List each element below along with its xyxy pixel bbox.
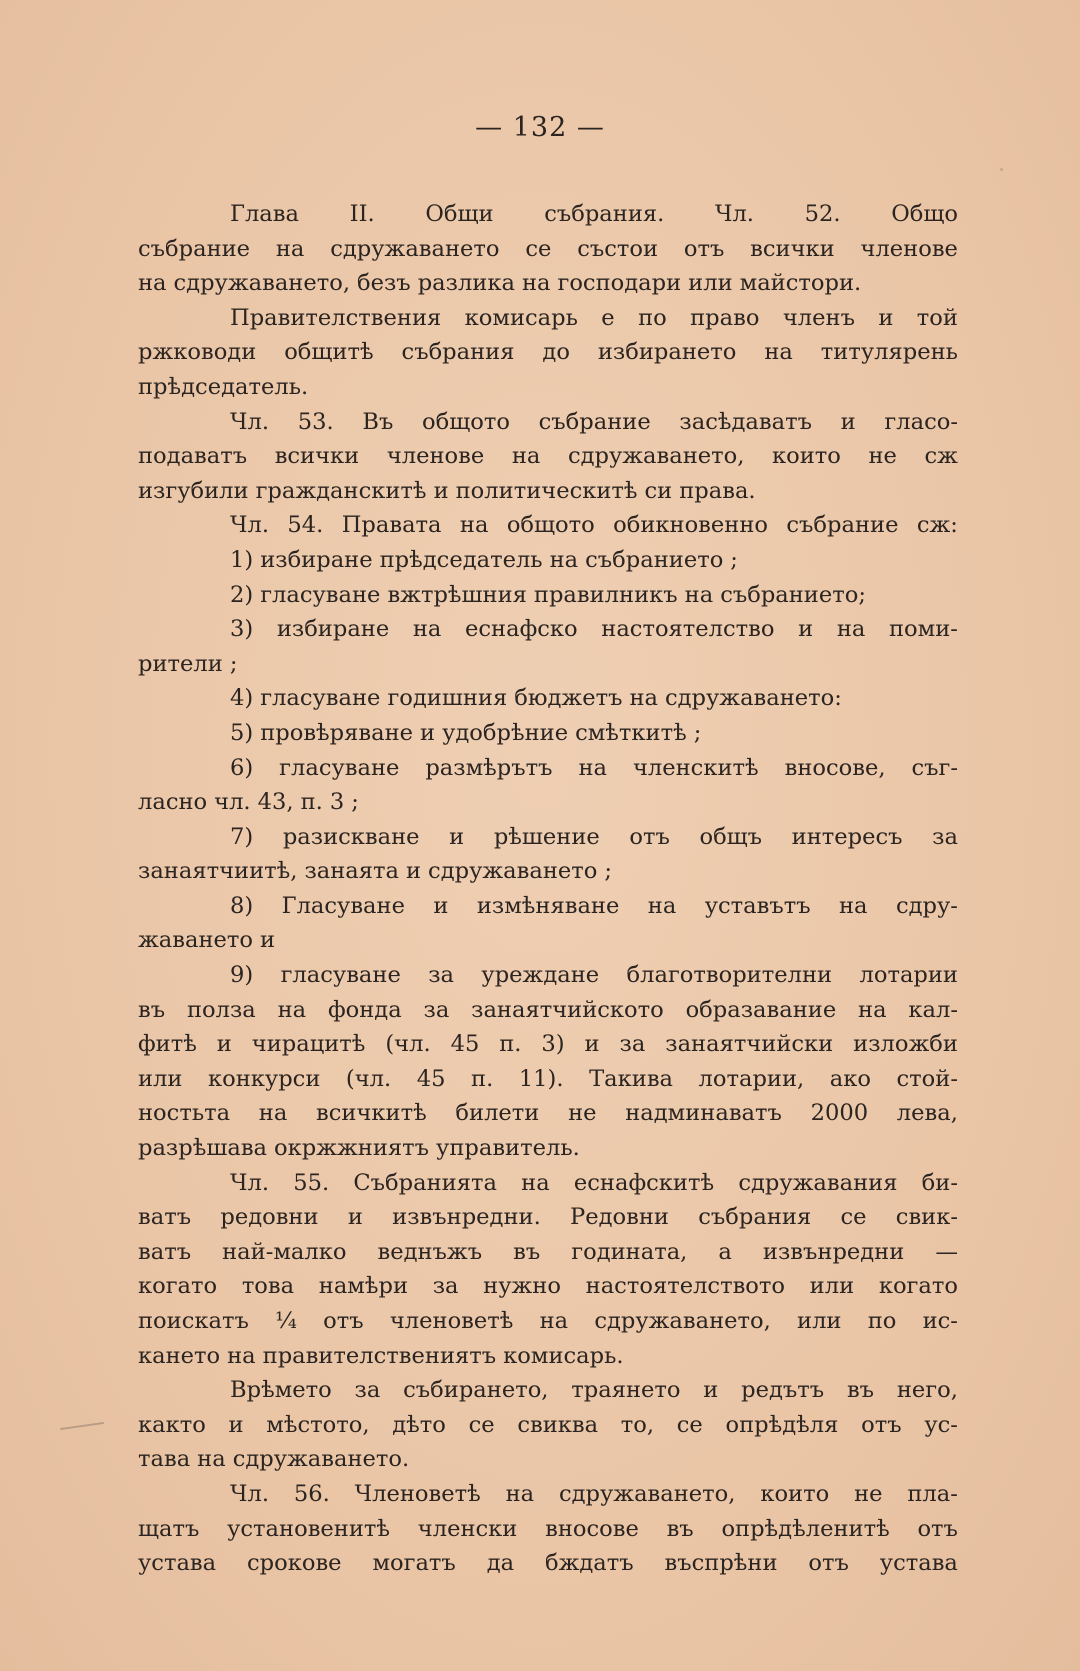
text-line: 9) гласуване за уреждане благотворителни лотарии [230, 962, 958, 989]
text-line: Чл. 55. Събранията на еснафскитѣ сдружавания би- [230, 1169, 958, 1196]
text-line: разрѣшава окржжниятъ управитель. [138, 1135, 580, 1162]
text-line: изгубили гражданскитѣ и политическитѣ си права. [138, 477, 756, 504]
text-line: ржководи общитѣ събрания до избирането на титулярень [138, 339, 958, 366]
text-line: фитѣ и чирацитѣ (чл. 45 п. 3) и за занаятчийски изложби [138, 1031, 958, 1058]
text-line: прѣдседатель. [138, 373, 309, 400]
text-line: на сдружаването, безъ разлика на господари или майстори. [138, 270, 862, 297]
text-line: ласно чл. 43, п. 3 ; [138, 789, 359, 816]
text-line: 6) гласуване размѣрътъ на членскитѣ вносове, съг- [230, 754, 958, 781]
text-line: щатъ установенитѣ членски вносове въ опрѣдѣленитѣ отъ [138, 1515, 958, 1542]
text-line: или конкурси (чл. 45 п. 11). Такива лотарии, ако стой- [138, 1065, 958, 1092]
body-text [138, 197, 958, 1581]
text-line: Врѣмето за събирането, траянето и редътъ въ него, [230, 1377, 958, 1404]
text-line: жаването и [138, 927, 276, 954]
text-line: поискатъ ¼ отъ членоветѣ на сдружаването, или по ис- [138, 1308, 958, 1334]
text-line: рители ; [138, 650, 238, 677]
text-line: подаватъ всички членове на сдружаването, които не сж [138, 443, 958, 470]
text-line: 2) гласуване вжтрѣшния правилникъ на събранието; [230, 581, 866, 608]
text-line: 4) гласуване годишния бюджетъ на сдружаването: [230, 685, 842, 712]
text-line: както и мѣстото, дѣто се свиква то, се опрѣдѣля отъ ус- [138, 1411, 958, 1438]
text-line: когато това намѣри за нужно настоятелството или когато [138, 1273, 958, 1300]
text-line: Глава II. Общи събрания. Чл. 52. Общо [230, 201, 958, 227]
text-line: 3) избиране на еснафско настоятелство и на поми- [230, 616, 958, 643]
text-line: 1) избиране прѣдседатель на събранието ; [230, 546, 738, 573]
text-line: тава на сдружаването. [138, 1446, 410, 1473]
text-line: устава срокове могатъ да бждатъ въспрѣни отъ устава [138, 1550, 958, 1577]
text-line: кането на правителствениятъ комисарь. [138, 1342, 624, 1369]
page-number: — 132 — [475, 112, 605, 143]
text-line: събрание на сдружаването се състои отъ всички членове [138, 235, 958, 262]
paper-speck [1000, 168, 1003, 171]
text-line: занаятчиитѣ, занаята и сдружаването ; [138, 858, 612, 885]
text-line: 8) Гласуване и измѣняване на уставътъ на сдру- [230, 892, 958, 919]
text-line: ватъ най-малко веднъжъ въ годината, а извънредни — [138, 1238, 958, 1265]
text-line: ностьта на всичкитѣ билети не надминаватъ 2000 лева, [138, 1100, 958, 1127]
text-line: 7) разискване и рѣшение отъ общъ интересъ за [230, 823, 958, 850]
text-line: Чл. 54. Правата на общото обикновенно събрание сж: [230, 512, 958, 539]
text-line: 5) провѣряване и удобрѣние смѣткитѣ ; [230, 719, 702, 746]
text-line: въ полза на фонда за занаятчийското образавание на кал- [138, 996, 958, 1023]
text-line: Чл. 53. Въ общото събрание засѣдаватъ и гласо- [230, 408, 958, 435]
text-line: Правителствения комисарь е по право членъ и той [230, 304, 958, 331]
pencil-mark [60, 1422, 104, 1430]
text-line: Чл. 56. Членоветѣ на сдружаването, които не пла- [230, 1480, 958, 1507]
text-line: ватъ редовни и извънредни. Редовни събрания се свик- [138, 1204, 958, 1231]
